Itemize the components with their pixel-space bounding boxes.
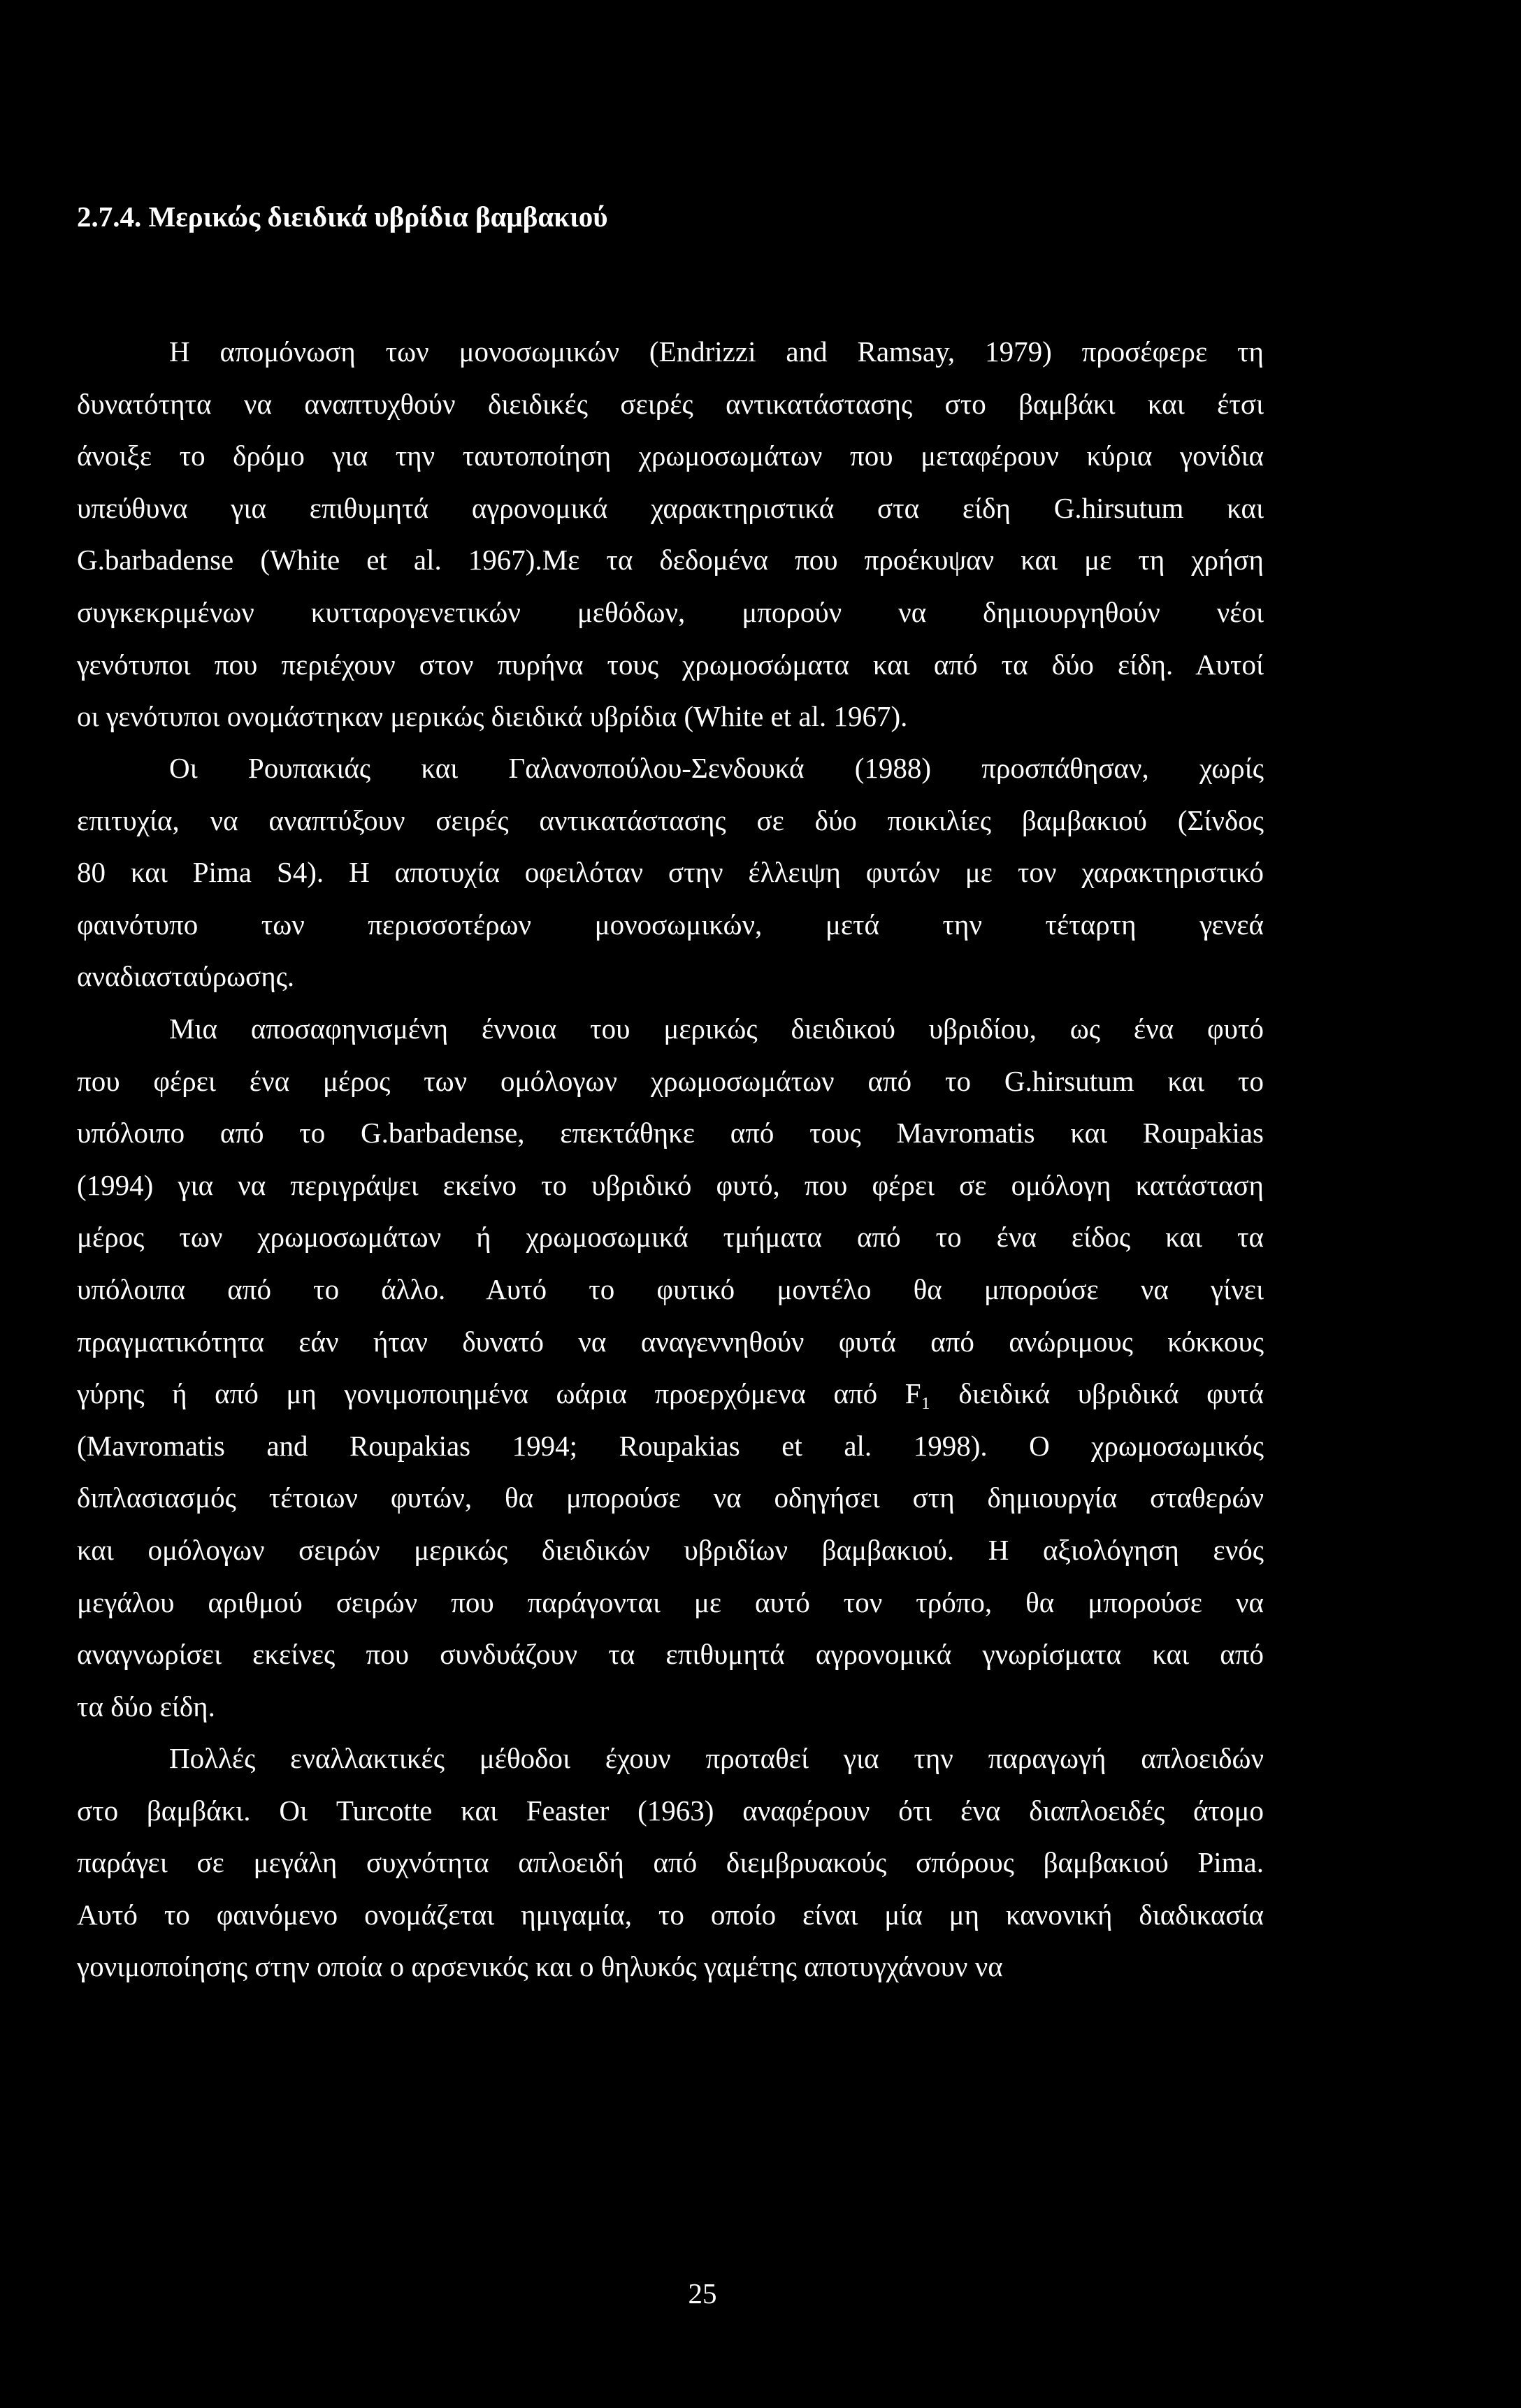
paragraph-1 <box>77 326 1264 743</box>
text-line: Η απομόνωση των μονοσωμικών (Endrizzi and Ramsay, 1979) προσέφερε τη <box>169 335 1264 368</box>
text-line: γονιμοποίησης στην οποία ο αρσενικός και ο θηλυκός γαμέτης αποτυγχάνουν να <box>77 1950 1003 1983</box>
text-line: μέρος των χρωμοσωμάτων ή χρωμοσωμικά τμήματα από το ένα είδος και τα <box>77 1221 1264 1254</box>
text-line: υπεύθυνα για επιθυμητά αγρονομικά χαρακτηριστικά στα είδη G.hirsutum και <box>77 491 1264 524</box>
text-line: στο βαμβάκι. Οι Turcotte και Feaster (1963) αναφέρουν ότι ένα διαπλοειδές άτομο <box>77 1794 1264 1827</box>
text-line: επιτυχία, να αναπτύξουν σειρές αντικατάστασης σε δύο ποικιλίες βαμβακιού (Σίνδος <box>77 804 1264 836</box>
text-line: αναγνωρίσει εκείνες που συνδυάζουν τα επιθυμητά αγρονομικά γνωρίσματα και από <box>77 1638 1264 1671</box>
paragraph-2 <box>77 742 1264 1003</box>
text-line: διπλασιασμός τέτοιων φυτών, θα μπορούσε να οδηγήσει στη δημιουργία σταθερών <box>77 1481 1264 1514</box>
text-line: Μια αποσαφηνισμένη έννοια του μερικώς διειδικού υβριδίου, ως ένα φυτό <box>169 1013 1264 1045</box>
text-line: πραγματικότητα εάν ήταν δυνατό να αναγεννηθούν φυτά από ανώριμους κόκκους <box>77 1325 1264 1358</box>
text-line: γύρης ή από μη γονιμοποιημένα ωάρια προερχόμενα από F₁ διειδικά υβριδικά φυτά <box>77 1377 1264 1410</box>
text-line: δυνατότητα να αναπτυχθούν διειδικές σειρές αντικατάστασης στο βαμβάκι και έτσι <box>77 387 1264 420</box>
text-line: (Mavromatis and Roupakias 1994; Roupakias et al. 1998). Ο χρωμοσωμικός <box>77 1429 1264 1462</box>
text-line: Πολλές εναλλακτικές μέθοδοι έχουν προταθεί για την παραγωγή απλοειδών <box>169 1742 1264 1774</box>
text-line: (1994) για να περιγράψει εκείνο το υβριδικό φυτό, που φέρει σε ομόλογη κατάσταση <box>77 1168 1264 1201</box>
section-heading: 2.7.4. Μερικώς διειδικά υβρίδια βαμβακιού <box>77 201 608 233</box>
text-line: G.barbadense (White et al. 1967).Με τα δεδομένα που προέκυψαν και με τη χρήση <box>77 544 1264 576</box>
text-line: που φέρει ένα μέρος των ομόλογων χρωμοσωμάτων από το G.hirsutum και το <box>77 1064 1264 1097</box>
paragraph-3 <box>77 1003 1264 1732</box>
text-line: παράγει σε μεγάλη συχνότητα απλοειδή από διεμβρυακούς σπόρους βαμβακιού Pima. <box>77 1846 1264 1879</box>
paragraph-4 <box>77 1732 1264 1993</box>
text-line: Αυτό το φαινόμενο ονομάζεται ημιγαμία, το οποίο είναι μία μη κανονική διαδικασία <box>77 1898 1264 1931</box>
text-line: γενότυποι που περιέχουν στον πυρήνα τους χρωμοσώματα και από τα δύο είδη. Αυτοί <box>77 648 1264 681</box>
text-line: οι γενότυποι ονομάστηκαν μερικώς διειδικά υβρίδια (White et al. 1967). <box>77 700 908 733</box>
page-number: 25 <box>688 2277 717 2309</box>
text-line: 80 και Pima S4). Η αποτυχία οφειλόταν στην έλλειψη φυτών με τον χαρακτηριστικό <box>77 856 1264 889</box>
text-line: Οι Ρουπακιάς και Γαλανοπούλου-Σενδουκά (1988) προσπάθησαν, χωρίς <box>169 752 1264 784</box>
text-line: αναδιασταύρωσης. <box>77 960 295 993</box>
text-line: άνοιξε το δρόμο για την ταυτοποίηση χρωμοσωμάτων που μεταφέρουν κύρια γονίδια <box>77 440 1264 472</box>
text-line: μεγάλου αριθμού σειρών που παράγονται με αυτό τον τρόπο, θα μπορούσε να <box>77 1586 1264 1618</box>
text-line: υπόλοιπα από το άλλο. Αυτό το φυτικό μοντέλο θα μπορούσε να γίνει <box>77 1272 1264 1305</box>
text-line: υπόλοιπο από το G.barbadense, επεκτάθηκε από τους Mavromatis και Roupakias <box>77 1117 1264 1149</box>
text-line: συγκεκριμένων κυτταρογενετικών μεθόδων, μπορούν να δημιουργηθούν νέοι <box>77 595 1264 628</box>
text-line: τα δύο είδη. <box>77 1690 215 1722</box>
text-line: και ομόλογων σειρών μερικώς διειδικών υβριδίων βαμβακιού. Η αξιολόγηση ενός <box>77 1533 1264 1566</box>
text-line: φαινότυπο των περισσοτέρων μονοσωμικών, μετά την τέταρτη γενεά <box>77 908 1264 941</box>
